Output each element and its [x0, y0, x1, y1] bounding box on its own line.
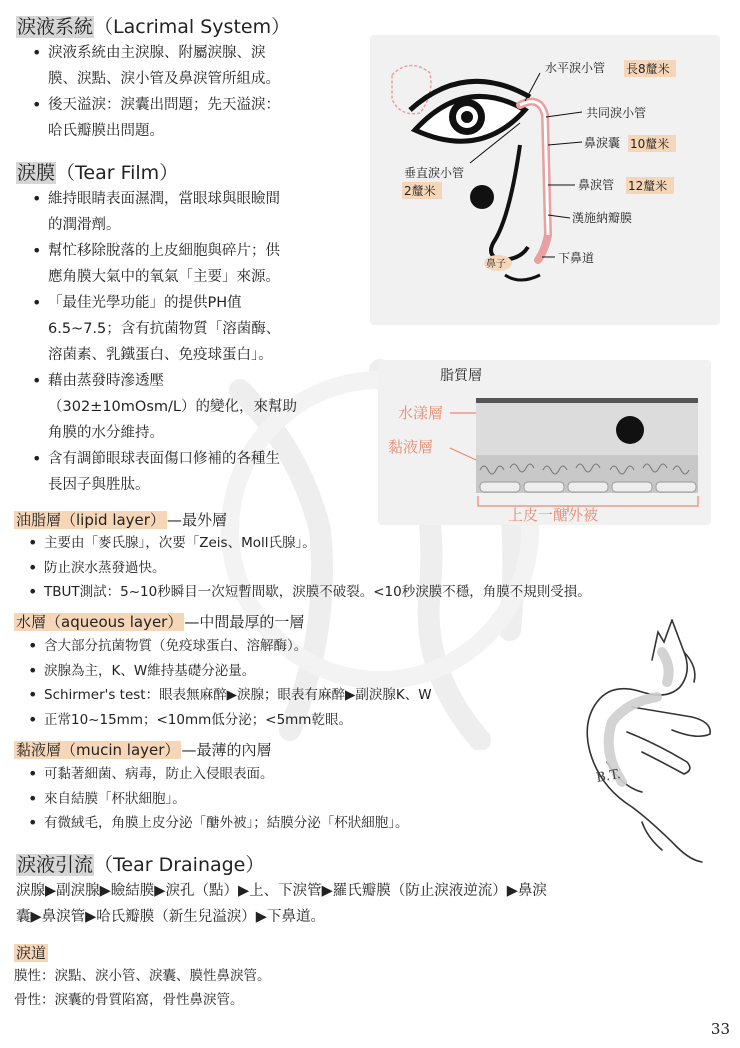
label-sac-length: 10釐米: [630, 137, 670, 151]
list-item: • TBUT測試：5~10秒瞬目一次短暫間歇，淚膜不破裂。<10秒淚膜不穩，角膜不規則受損。: [14, 580, 734, 605]
list-item: • 含大部分抗菌物質（免疫球蛋白、溶解酶）。: [14, 634, 574, 659]
list-item: • 防止淚水蒸發過快。: [14, 556, 734, 581]
signature: B.T.: [595, 766, 622, 786]
mucin-bullet-list: [14, 762, 574, 836]
label-lipid: 脂質層: [440, 368, 482, 384]
label-nasolacrimal-duct: 鼻淚管: [578, 178, 615, 192]
list-item: • 有微絨毛，角膜上皮分泌「醣外被」；結膜分泌「杯狀細胞」。: [14, 811, 574, 836]
section-title-tear-film: 淚膜（Tear Film）: [17, 162, 179, 184]
cat-illustration: [572, 612, 732, 867]
section-title-mucin: 黏液層（mucin layer） —最薄的內層: [16, 741, 272, 759]
logo-badge-2: [616, 416, 644, 444]
section-title-lacrimal: 淚液系統（Lacrimal System）: [17, 16, 291, 38]
list-item: • 來自結膜「杯狀細胞」。: [14, 787, 574, 812]
label-common-canaliculus: 共同淚小管: [586, 106, 647, 120]
list-item: • 淚腺為主，K、W維持基礎分泌量。: [14, 659, 574, 684]
list-item: • 後天溢淚：淚囊出問題；先天溢淚： 哈氏瓣膜出問題。: [28, 92, 358, 144]
list-item: • 可黏著細菌、病毒，防止入侵眼表面。: [14, 762, 574, 787]
lacrimal-drainage-svg: [370, 35, 720, 325]
label-mucin: 黏液層: [388, 438, 434, 456]
page-number: 33: [710, 1020, 730, 1038]
label-horizontal-length: 長8釐米: [626, 62, 670, 76]
label-glycocalyx: 上皮一醣外被: [508, 506, 599, 524]
logo-badge: [470, 185, 494, 209]
tear-film-svg: [378, 360, 711, 525]
tear-film-layers-diagram: [378, 360, 711, 525]
section-title-aqueous: 水層（aqueous layer） —中間最厚的一層: [16, 613, 305, 631]
aqueous-layer-band: [476, 403, 698, 455]
list-item: • 藉由蒸發時滲透壓 （302±10mOsm/L）的變化，來幫助 角膜的水分維持。: [28, 368, 368, 446]
label-inferior-meatus: 下鼻道: [558, 251, 595, 265]
section-title-drainage: 淚液引流（Tear Drainage）: [17, 854, 265, 876]
list-item: • 正常10~15mm；<10mm低分泌；<5mm乾眼。: [14, 708, 574, 733]
list-item: • 維持眼睛表面濕潤，當眼球與眼瞼間 的潤滑劑。: [28, 186, 368, 238]
label-lacrimal-sac: 鼻淚囊: [584, 136, 621, 150]
label-aqueous: 水漾層: [398, 404, 444, 422]
list-item: • Schirmer's test：眼表無麻醉▶淚腺；眼表有麻醉▶副淚腺K、W: [14, 683, 574, 708]
drainage-text: 淚腺▶副淚腺▶瞼結膜▶淚孔（點）▶上、下淚管▶羅氏瓣膜（防止淚液逆流）▶鼻淚 囊▶鼻淚管▶哈氏瓣膜（新生兒溢淚）▶下鼻道。: [16, 883, 547, 925]
list-item: • 含有調節眼球表面傷口修補的各種生 長因子與胜肽。: [28, 446, 368, 498]
lipid-bullet-list: [14, 531, 734, 605]
nose-outline: [491, 145, 528, 260]
lipid-layer-band: [476, 398, 698, 403]
duct-text: 膜性：淚點、淚小管、淚囊、膜性鼻淚管。 骨性：淚囊的骨質陷窩，骨性鼻淚管。: [14, 968, 271, 1008]
lacrimal-bullet-list: [28, 40, 358, 144]
label-duct-length: 12釐米: [628, 179, 668, 193]
label-nose: 鼻子: [486, 259, 506, 270]
list-item: • 幫忙移除脫落的上皮細胞與碎片；供 應角膜大氣中的氧氣「主要」來源。: [28, 238, 368, 290]
section-title-lipid: 油脂層（lipid layer） —最外層: [16, 511, 227, 529]
list-item: • 主要由「麥氏腺」，次要「Zeis、Moll氏腺」。: [14, 531, 734, 556]
aqueous-bullet-list: [14, 634, 574, 732]
tear-film-bullet-list: [28, 186, 368, 498]
label-vertical-length: 2釐米: [404, 184, 436, 198]
label-horizontal-canaliculus: 水平淚小管: [545, 61, 606, 75]
section-title-duct: 淚道: [16, 944, 47, 962]
label-vertical-canaliculus: 垂直淚小管: [404, 166, 465, 180]
label-hasner-valve: 漢施納瓣膜: [572, 211, 633, 225]
lacrimal-drainage-diagram: [370, 35, 720, 325]
list-item: • 「最佳光學功能」的提供PH值 6.5~7.5；含有抗菌物質「溶菌酶、 溶菌素、乳鐵蛋白、免疫球蛋白」。: [28, 290, 368, 368]
list-item: • 淚液系統由主淚腺、附屬淚腺、淚 膜、淚點、淚小管及鼻淚管所組成。: [28, 40, 358, 92]
